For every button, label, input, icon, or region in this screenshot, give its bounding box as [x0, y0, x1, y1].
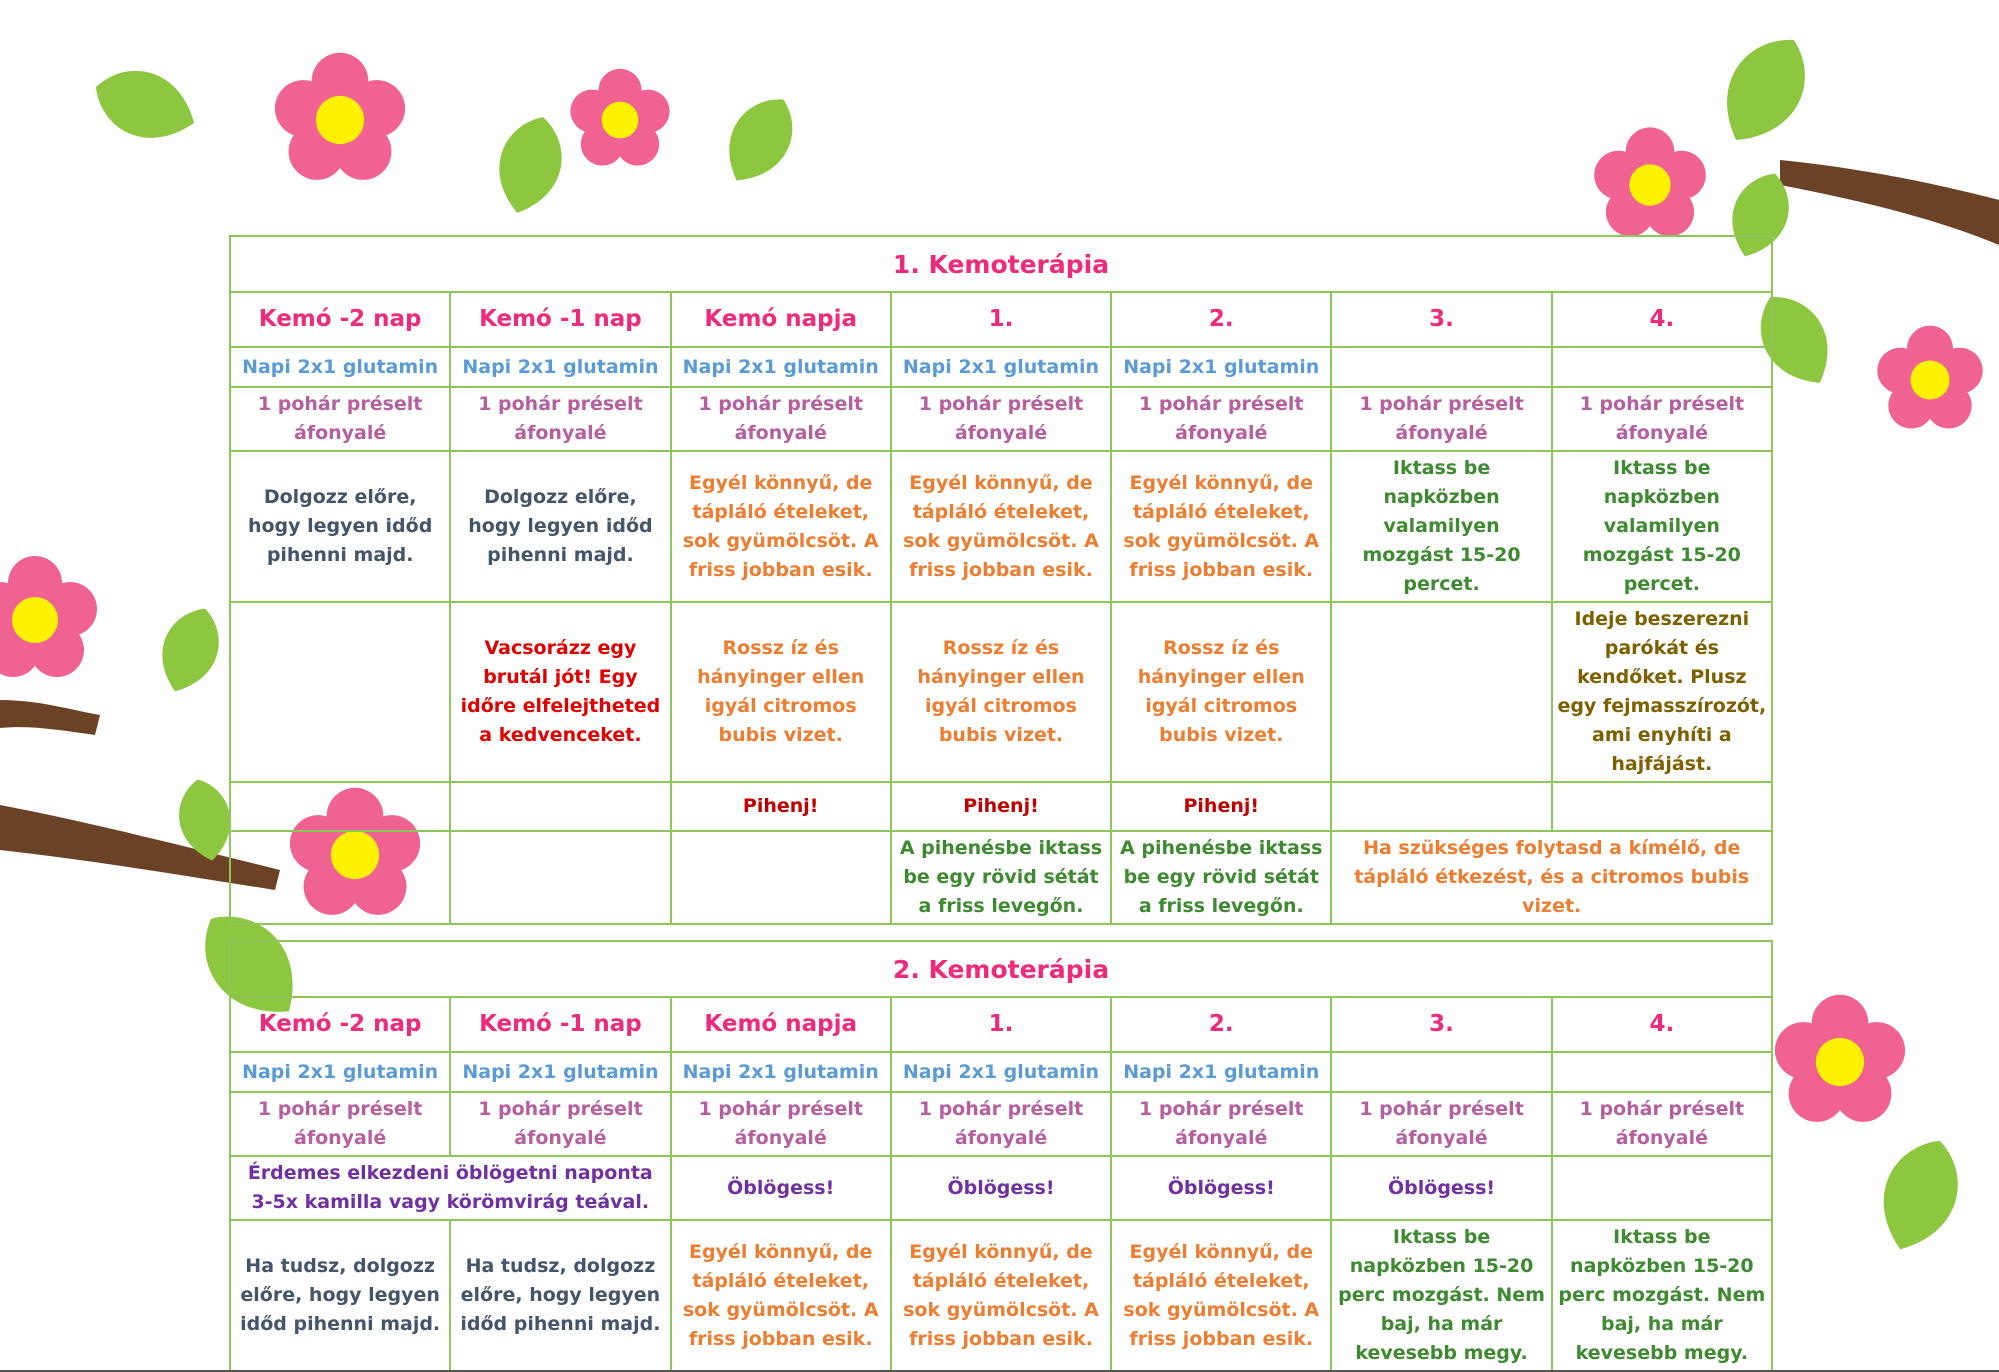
move-cell: Iktass be napközben 15-20 perc mozgást. Nem baj, ha már kevesebb megy.	[1331, 1220, 1551, 1371]
eat-cell: Egyél könnyű, de tápláló ételeket, sok gyümölcsöt. A friss jobban esik.	[1111, 451, 1331, 602]
juice-cell: 1 pohár préselt áfonyalé	[1331, 1092, 1551, 1156]
empty-cell	[671, 831, 891, 924]
day-header: 1.	[891, 997, 1111, 1052]
juice-cell: 1 pohár préselt áfonyalé	[1331, 387, 1551, 451]
branch-icon	[1780, 160, 1999, 245]
day-header: 3.	[1331, 997, 1551, 1052]
table-title: 2. Kemoterápia	[230, 941, 1772, 997]
nausea-cell: Rossz íz és hányinger ellen igyál citromos bubis vizet.	[1111, 602, 1331, 782]
dinner-cell: Vacsorázz egy brutál jót! Egy időre elfelejtheted a kedvenceket.	[450, 602, 670, 782]
leaf-icon	[712, 85, 809, 195]
move-cell: Iktass be napközben 15-20 perc mozgást. Nem baj, ha már kevesebb megy.	[1552, 1220, 1772, 1371]
empty-cell	[1331, 602, 1551, 782]
juice-cell: 1 pohár préselt áfonyalé	[671, 1092, 891, 1156]
day-header: 4.	[1552, 292, 1772, 347]
glutamin-cell	[1331, 347, 1551, 387]
nausea-cell: Rossz íz és hányinger ellen igyál citromos bubis vizet.	[671, 602, 891, 782]
leaf-icon	[1705, 22, 1824, 158]
glutamin-cell: Napi 2x1 glutamin	[230, 347, 450, 387]
juice-cell: 1 pohár préselt áfonyalé	[230, 387, 450, 451]
day-header: 2.	[1111, 997, 1331, 1052]
leaf-icon	[85, 57, 205, 153]
juice-cell: 1 pohár préselt áfonyalé	[891, 1092, 1111, 1156]
flower-icon	[275, 53, 405, 180]
glutamin-cell	[1552, 347, 1772, 387]
eat-cell: Egyél könnyű, de tápláló ételeket, sok gyümölcsöt. A friss jobban esik.	[1111, 1220, 1331, 1371]
eat-cell: Egyél könnyű, de tápláló ételeket, sok gyümölcsöt. A friss jobban esik.	[671, 1220, 891, 1371]
day-header: 4.	[1552, 997, 1772, 1052]
juice-cell: 1 pohár préselt áfonyalé	[1552, 1092, 1772, 1156]
day-header: Kemó -2 nap	[230, 292, 450, 347]
empty-cell	[1552, 1156, 1772, 1220]
rinse-start-cell: Érdemes elkezdeni öblögetni naponta 3-5x kamilla vagy körömvirág teával.	[230, 1156, 671, 1220]
rinse-cell: Öblögess!	[1111, 1156, 1331, 1220]
day-header: 3.	[1331, 292, 1551, 347]
glutamin-cell: Napi 2x1 glutamin	[1111, 1052, 1331, 1092]
move-cell: Iktass be napközben valamilyen mozgást 15-20 percet.	[1552, 451, 1772, 602]
move-cell: Iktass be napközben valamilyen mozgást 15-20 percet.	[1331, 451, 1551, 602]
work-cell: Dolgozz előre, hogy legyen időd pihenni majd.	[230, 451, 450, 602]
glutamin-cell	[1331, 1052, 1551, 1092]
rinse-cell: Öblögess!	[671, 1156, 891, 1220]
empty-cell	[230, 782, 450, 831]
day-header: Kemó -2 nap	[230, 997, 450, 1052]
day-header: Kemó -1 nap	[450, 292, 670, 347]
walk-cell: A pihenésbe iktass be egy rövid sétát a friss levegőn.	[891, 831, 1111, 924]
chemo-plan-table-2	[229, 940, 1773, 1372]
juice-cell: 1 pohár préselt áfonyalé	[671, 387, 891, 451]
empty-cell	[450, 831, 670, 924]
rest-cell: Pihenj!	[671, 782, 891, 831]
rinse-cell: Öblögess!	[1331, 1156, 1551, 1220]
glutamin-cell: Napi 2x1 glutamin	[450, 347, 670, 387]
work-cell: Ha tudsz, dolgozz előre, hogy legyen időd pihenni majd.	[230, 1220, 450, 1371]
rinse-cell: Öblögess!	[891, 1156, 1111, 1220]
empty-cell	[230, 602, 450, 782]
leaf-icon	[488, 109, 572, 220]
juice-cell: 1 pohár préselt áfonyalé	[1111, 387, 1331, 451]
eat-cell: Egyél könnyű, de tápláló ételeket, sok gyümölcsöt. A friss jobban esik.	[891, 451, 1111, 602]
empty-cell	[230, 831, 450, 924]
empty-cell	[450, 782, 670, 831]
day-header: Kemó -1 nap	[450, 997, 670, 1052]
juice-cell: 1 pohár préselt áfonyalé	[230, 1092, 450, 1156]
glutamin-cell: Napi 2x1 glutamin	[891, 347, 1111, 387]
work-cell: Ha tudsz, dolgozz előre, hogy legyen időd pihenni majd.	[450, 1220, 670, 1371]
glutamin-cell: Napi 2x1 glutamin	[450, 1052, 670, 1092]
flower-icon	[570, 69, 669, 166]
eat-cell: Egyél könnyű, de tápláló ételeket, sok gyümölcsöt. A friss jobban esik.	[671, 451, 891, 602]
chemo-plan-table-1	[229, 235, 1773, 925]
leaf-icon	[150, 599, 231, 700]
leaf-icon	[1867, 1129, 1973, 1262]
rest-cell: Pihenj!	[891, 782, 1111, 831]
rest-cell: Pihenj!	[1111, 782, 1331, 831]
juice-cell: 1 pohár préselt áfonyalé	[891, 387, 1111, 451]
flower-icon	[1594, 127, 1706, 236]
table-title: 1. Kemoterápia	[230, 236, 1772, 292]
glutamin-cell: Napi 2x1 glutamin	[671, 1052, 891, 1092]
glutamin-cell: Napi 2x1 glutamin	[671, 347, 891, 387]
nausea-cell: Rossz íz és hányinger ellen igyál citromos bubis vizet.	[891, 602, 1111, 782]
glutamin-cell: Napi 2x1 glutamin	[1111, 347, 1331, 387]
glutamin-cell: Napi 2x1 glutamin	[891, 1052, 1111, 1092]
flower-icon	[1775, 995, 1905, 1122]
day-header: 1.	[891, 292, 1111, 347]
flower-icon	[1877, 326, 1982, 429]
juice-cell: 1 pohár préselt áfonyalé	[450, 1092, 670, 1156]
flower-icon	[0, 556, 97, 677]
glutamin-cell: Napi 2x1 glutamin	[230, 1052, 450, 1092]
juice-cell: 1 pohár préselt áfonyalé	[1552, 387, 1772, 451]
empty-cell	[1331, 782, 1551, 831]
continue-cell: Ha szükséges folytasd a kímélő, de tápláló étkezést, és a citromos bubis vizet.	[1331, 831, 1772, 924]
glutamin-cell	[1552, 1052, 1772, 1092]
juice-cell: 1 pohár préselt áfonyalé	[450, 387, 670, 451]
day-header: Kemó napja	[671, 292, 891, 347]
empty-cell	[1552, 782, 1772, 831]
wig-cell: Ideje beszerezni parókát és kendőket. Plusz egy fejmasszírozót, ami enyhíti a hajfájást.	[1552, 602, 1772, 782]
day-header: 2.	[1111, 292, 1331, 347]
walk-cell: A pihenésbe iktass be egy rövid sétát a friss levegőn.	[1111, 831, 1331, 924]
branch-icon	[0, 700, 100, 735]
work-cell: Dolgozz előre, hogy legyen időd pihenni majd.	[450, 451, 670, 602]
day-header: Kemó napja	[671, 997, 891, 1052]
juice-cell: 1 pohár préselt áfonyalé	[1111, 1092, 1331, 1156]
eat-cell: Egyél könnyű, de tápláló ételeket, sok gyümölcsöt. A friss jobban esik.	[891, 1220, 1111, 1371]
